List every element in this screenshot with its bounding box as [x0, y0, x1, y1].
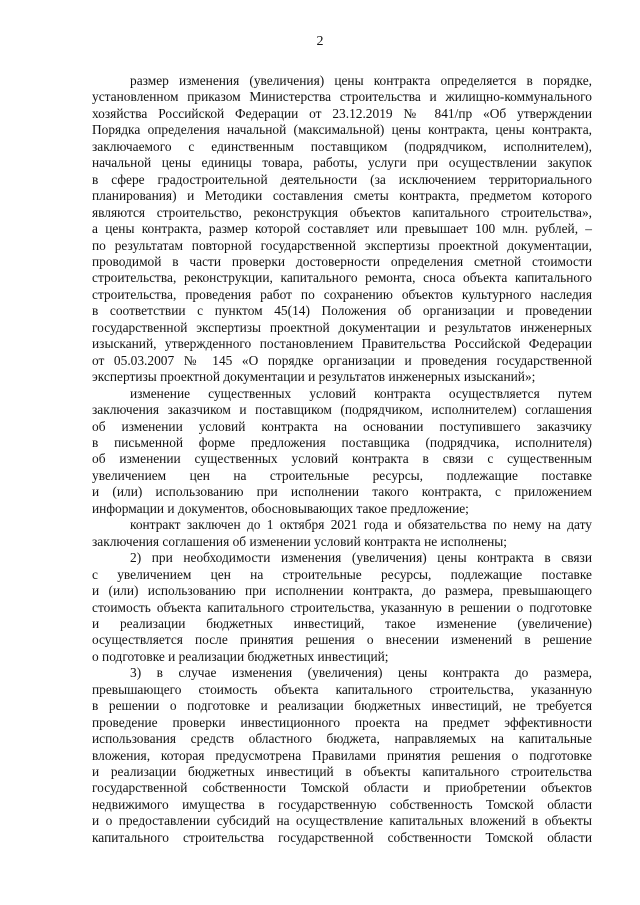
text-line: капитального строительства государственной собственности Томской области	[92, 829, 592, 845]
text-line: в решении о подготовке и реализации бюджетных инвестиций, не требуется	[92, 698, 592, 714]
text-line: строительства, проведения работ по сохранению объектов культурного наследия	[92, 286, 592, 302]
text-line: 2) при необходимости изменения (увеличения) цены контракта в связи	[130, 550, 592, 566]
text-line: осуществляется после принятия решения о внесении изменений в решение	[92, 632, 592, 648]
text-line: об изменении условий контракта на основании поступившего заказчику	[92, 418, 592, 434]
document-body	[92, 73, 592, 846]
text-line: заключения соглашения об изменении условий контракта не исполнены;	[92, 533, 508, 549]
text-line: планирования) и Методики составления сметы контракта, предметом которого	[92, 188, 592, 204]
text-line: и реализации бюджетных инвестиций, такое изменение (увеличение)	[92, 615, 592, 631]
text-line: являются строительство, реконструкция объектов капитального строительства»,	[92, 204, 592, 220]
text-line: 3) в случае изменения (увеличения) цены контракта до размера,	[130, 665, 592, 681]
text-line: вложения, которая предусмотрена Правилами принятия решения о подготовке	[92, 747, 592, 763]
text-line: увеличением цен на строительные ресурсы, подлежащие поставке	[92, 467, 592, 483]
text-line: контракт заключен до 1 октября 2021 года и обязательства по нему на дату	[130, 517, 592, 533]
text-line: об изменении существенных условий контракта в связи с существенным	[92, 451, 592, 467]
text-line: превышающего стоимость объекта капитального строительства, указанную	[92, 681, 592, 697]
text-line: изменение существенных условий контракта осуществляется путем	[130, 385, 592, 401]
text-line: заключаемого с единственным поставщиком (подрядчиком, исполнителем),	[92, 138, 592, 154]
text-line: изысканий, утвержденного постановлением Правительства Российской Федерации	[92, 336, 592, 352]
text-line: в сфере градостроительной деятельности (за исключением территориального	[92, 171, 592, 187]
text-line: заключения заказчиком и поставщиком (подрядчиком, исполнителем) соглашения	[92, 402, 592, 418]
text-line: размер изменения (увеличения) цены контракта определяется в порядке,	[130, 73, 592, 88]
text-line: установленном приказом Министерства строительства и жилищно-коммунального	[92, 89, 592, 105]
text-line: и (или) использованию при исполнении такого контракта, с приложением	[92, 484, 592, 500]
text-line: и о предоставлении субсидий на осуществление капитальных вложений в объекты	[92, 813, 592, 829]
text-line: экспертизы проектной документации и результатов инженерных изысканий»;	[92, 369, 536, 385]
text-line: государственной собственности Томской области и приобретении объектов	[92, 780, 592, 796]
text-line: государственной экспертизы проектной документации и результатов инженерных	[92, 319, 592, 335]
text-line: стоимость объекта капитального строительства, указанную в решении о подготовке	[92, 599, 592, 615]
text-line: хозяйства Российской Федерации от 23.12.2019 № 841/пр «Об утверждении	[92, 105, 592, 121]
page-number: 2	[316, 34, 324, 49]
text-line: проведение проверки инвестиционного проекта на предмет эффективности	[92, 714, 592, 730]
text-line: строительства, реконструкции, капитального ремонта, сноса объекта капитального	[92, 270, 592, 286]
text-line: в письменной форме предложения поставщика (подрядчика, исполнителя)	[92, 434, 592, 450]
text-line: использования средств областного бюджета, направляемых на капитальные	[92, 731, 592, 747]
text-line: а цены контракта, размер которой составляет или превышает 100 млн. рублей, –	[92, 221, 592, 237]
text-line: и (или) использованию при исполнении контракта, до размера, превышающего	[92, 583, 592, 599]
text-line: с увеличением цен на строительные ресурсы, подлежащие поставке	[92, 566, 592, 582]
text-line: по результатам повторной государственной экспертизы проектной документации,	[92, 237, 592, 253]
text-line: информации и документов, обосновывающих такое предложение;	[92, 500, 469, 516]
text-line: Порядка определения начальной (максимальной) цены контракта, цены контракта,	[92, 122, 592, 138]
text-line: начальной цены единицы товара, работы, услуги при осуществлении закупок	[92, 155, 592, 171]
text-line: и реализации бюджетных инвестиций в объекты капитального строительства	[92, 764, 592, 780]
text-line: от 05.03.2007 № 145 «О порядке организации и проведения государственной	[92, 352, 592, 368]
text-line: о подготовке и реализации бюджетных инвестиций;	[92, 648, 389, 664]
text-line: недвижимого имущества в государственную собственность Томской области	[92, 796, 592, 812]
text-line: проводимой в части проверки достоверности определения сметной стоимости	[92, 253, 592, 269]
text-line: в соответствии с пунктом 45(14) Положения об организации и проведении	[92, 303, 592, 319]
